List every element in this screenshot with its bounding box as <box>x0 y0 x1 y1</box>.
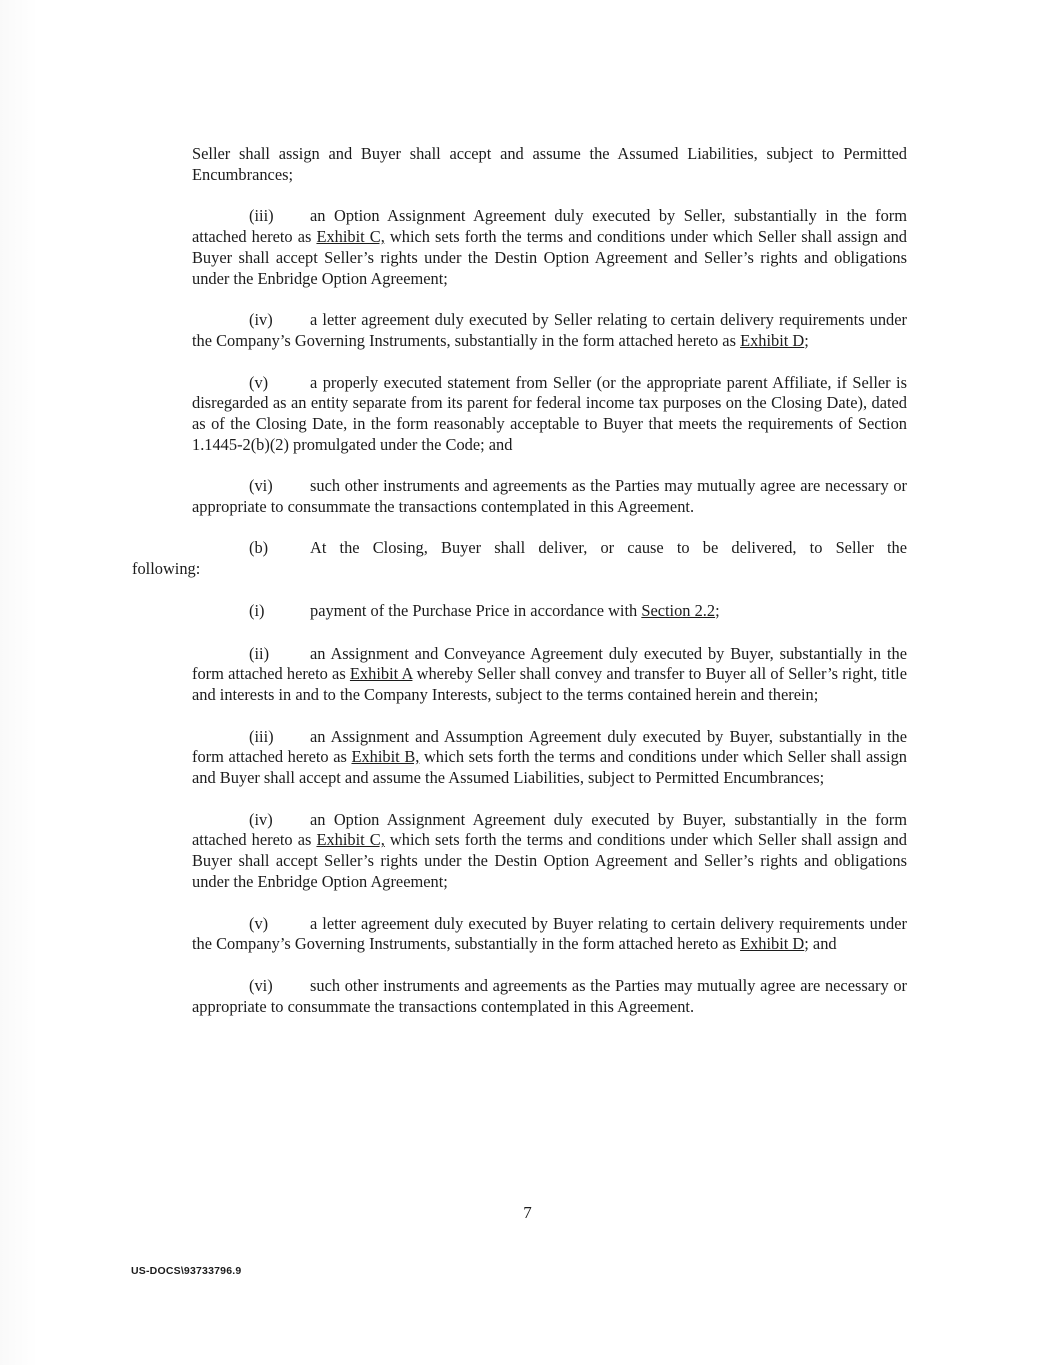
exhibit-d-reference: Exhibit D <box>740 330 805 350</box>
continuation-line-2: Permitted Encumbrances; <box>192 144 907 184</box>
page-number: 7 <box>523 1203 532 1222</box>
buyer-item-v <box>192 914 907 955</box>
section-b-following: following: <box>132 558 201 578</box>
continuation-paragraph <box>192 144 907 185</box>
exhibit-a-reference: Exhibit A <box>349 664 413 684</box>
item-text: an Assignment and Conveyance Agreement duly executed by Buyer, substantially in the form attached hereto as <box>192 643 907 684</box>
item-text-continued: which sets forth the terms and conditions under which Seller shall assign and Buyer shall accept Seller’s rights under the Destin Option Agreement and Seller’s rights and obligations under the Enbridge Option Agreement; <box>192 227 907 288</box>
seller-item-iv <box>192 310 907 351</box>
buyer-item-i <box>192 601 907 622</box>
section-b-line <box>192 538 907 559</box>
item-text: a letter agreement duly executed by Buyer relating to certain delivery requirements under the Company’s Governing Instruments, substantially in the form attached hereto as <box>192 913 907 954</box>
seller-item-iii <box>192 206 907 289</box>
scan-shadow <box>0 0 38 1365</box>
item-number: (v) <box>249 372 269 392</box>
exhibit-c-reference: Exhibit C, <box>316 830 385 850</box>
item-number: (v) <box>249 913 269 933</box>
item-number: (ii) <box>249 643 270 663</box>
item-number: (iii) <box>249 206 274 226</box>
item-number: (vi) <box>249 975 273 995</box>
buyer-item-iii <box>192 727 907 789</box>
section-b <box>132 537 907 580</box>
item-text-continued: which sets forth the terms and conditions under which Seller shall assign and Buyer shall accept Seller’s rights under the Destin Option Agreement and Seller’s rights and obligations under the Enbridge Option Agreement; <box>192 830 907 891</box>
item-text-continued: whereby Seller shall convey and transfer to Buyer all of Seller’s right, title and interests in and to the Company Interests, subject to the terms contained herein and therein; <box>192 664 907 704</box>
item-text: an Option Assignment Agreement duly executed by Seller, substantially in the form attached hereto as <box>192 206 907 247</box>
buyer-item-ii <box>192 644 907 706</box>
item-text: such other instruments and agreements as the Parties may mutually agree are necessary or appropriate to consummate the transactions contemplated in this Agreement. <box>192 975 907 1016</box>
item-text: a letter agreement duly executed by Seller relating to certain delivery requirements under the Company’s Governing Instruments, substantially in the form attached hereto as <box>192 310 907 350</box>
section-b-text: At the Closing, Buyer shall deliver, or cause to be delivered, to Seller the <box>310 537 907 557</box>
item-text-continued: which sets forth the terms and conditions under which Seller shall assign and Buyer shall accept and assume the Assumed Liabilities, subject to Permitted Encumbrances; <box>192 747 907 788</box>
section-2-2-reference: Section 2.2 <box>641 600 716 620</box>
item-text: an Assignment and Assumption Agreement duly executed by Buyer, substantially in the form attached hereto as <box>192 726 907 767</box>
item-text-continued: ; <box>715 600 720 620</box>
buyer-item-vi <box>192 976 907 1017</box>
seller-item-vi <box>192 476 907 517</box>
continuation-line-1: Seller shall assign and Buyer shall accept and assume the Assumed Liabilities, subject to <box>192 144 835 163</box>
item-number: (iv) <box>249 310 273 330</box>
item-text-continued: ; and <box>804 934 837 954</box>
item-number: (i) <box>249 600 265 620</box>
exhibit-b-reference: Exhibit B, <box>351 747 420 767</box>
exhibit-d-reference: Exhibit D <box>740 934 805 954</box>
item-number: (iii) <box>249 726 274 746</box>
item-text: an Option Assignment Agreement duly executed by Buyer, substantially in the form attached hereto as <box>192 809 907 850</box>
item-text: payment of the Purchase Price in accordance with <box>310 600 642 620</box>
item-text: a properly executed statement from Seller (or the appropriate parent Affiliate, if Seller is disregarded as an entity separate from its parent for federal income tax purposes on the Closing Date), dated as of the Closing Date, in the form reasonably acceptable to Buyer that meets the requirements of Section 1.1445-2(b)(2) promulgated under the Code; and <box>192 372 907 454</box>
item-text-continued: ; <box>804 330 809 350</box>
seller-item-v <box>192 373 907 456</box>
agreement-body <box>132 144 907 1038</box>
item-number: (iv) <box>249 809 273 829</box>
item-text: such other instruments and agreements as the Parties may mutually agree are necessary or appropriate to consummate the transactions contemplated in this Agreement. <box>192 476 907 517</box>
exhibit-c-reference: Exhibit C, <box>316 227 385 247</box>
item-number: (vi) <box>249 476 273 496</box>
buyer-item-iv <box>192 810 907 893</box>
section-b-number: (b) <box>249 537 269 557</box>
document-id: US-DOCS\93733796.9 <box>131 1265 242 1277</box>
